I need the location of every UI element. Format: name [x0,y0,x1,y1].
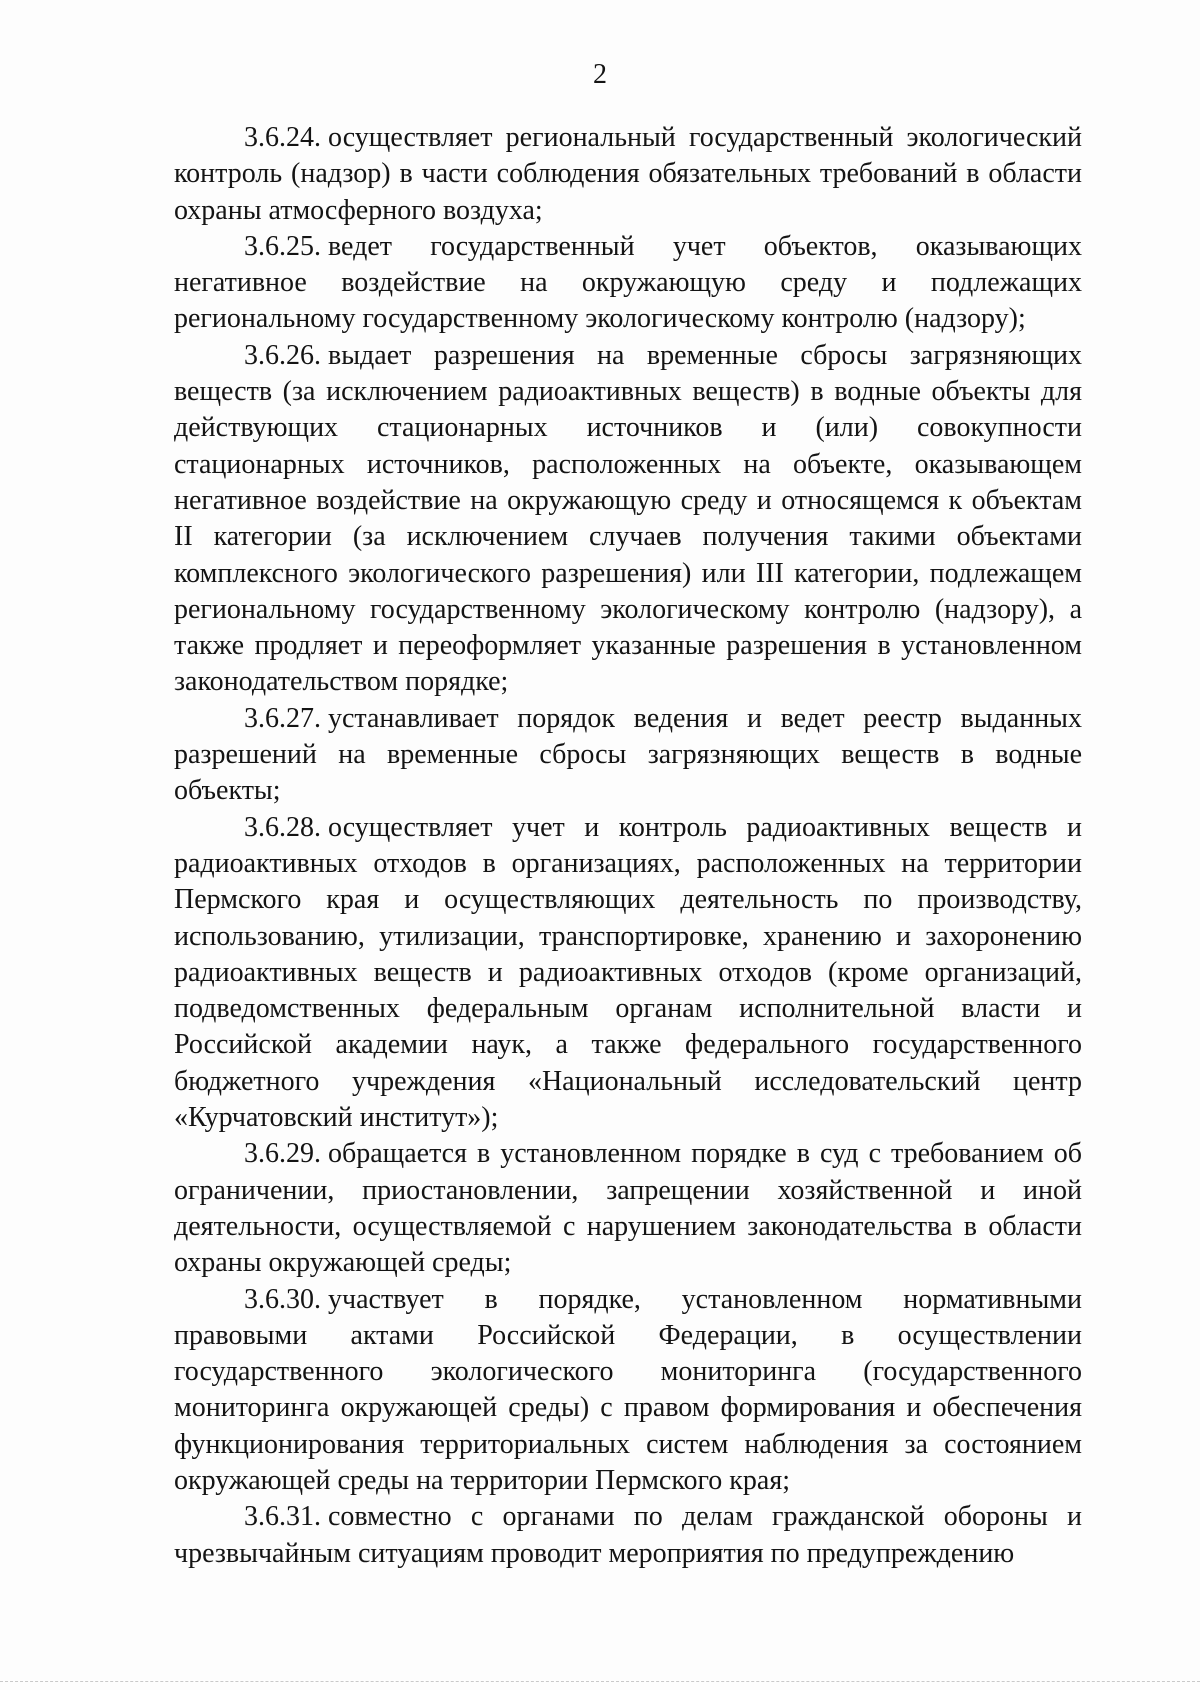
paragraph-text: осуществляет учет и контроль радиоактивных веществ и радиоактивных отходов в организациях, расположенных на территории Пермского края и осуществляющих деятельность по производству, использованию, утилизации, транспортировке, хранению и захоронению радиоактивных веществ и радиоактивных отходов (кроме организаций, подведомственных федеральным органам исполнительной власти и Российской академии наук, а также федерального государственного бюджетного учреждения «Национальный исследовательский центр «Курчатовский институт»); [174,811,1082,1134]
page-number: 2 [593,59,607,90]
paragraph-text: участвует в порядке, установленном нормативными правовыми актами Российской Федерации, в осуществлении государственного экологического мониторинга (государственного мониторинга окружающей среды) с правом формирования и обеспечения функционирования территориальных систем наблюдения за состоянием окружающей среды на территории Пермского края; [174,1283,1082,1496]
paragraph-3-6-30 [174,1282,1082,1500]
paragraph-number: 3.6.30. [244,1283,321,1315]
paragraph-number: 3.6.29. [244,1138,321,1170]
paragraph-number: 3.6.25. [244,230,321,262]
paragraph-3-6-28 [174,810,1082,1137]
paragraph-3-6-26 [174,338,1082,701]
document-body [174,120,1082,1572]
paragraph-number: 3.6.24. [244,122,321,153]
paragraph-text: обращается в установленном порядке в суд с требованием об ограничении, приостановлении, запрещении хозяйственной и иной деятельности, осуществляемой с нарушением законодательства в области охраны окружающей среды; [174,1138,1082,1279]
paragraph-number: 3.6.26. [244,339,321,371]
paragraph-3-6-24 [174,120,1082,229]
paragraph-text: устанавливает порядок ведения и ведет реестр выданных разрешений на временные сбросы загрязняющих веществ в водные объекты; [174,702,1082,807]
paragraph-3-6-25 [174,229,1082,338]
paragraph-text: совместно с органами по делам гражданской обороны и чрезвычайным ситуациям проводит мероприятия по предупреждению [174,1501,1082,1569]
paragraph-text: выдает разрешения на временные сбросы загрязняющих веществ (за исключением радиоактивных веществ) в водные объекты для действующих стационарных источников и (или) совокупности стационарных источников, расположенных на объекте, оказывающем негативное воздействие на окружающую среду и относящемся к объектам II категории (за исключением случаев получения такими объектами комплексного экологического разрешения) или III категории, подлежащем региональному государственному экологическому контролю (надзору), а также продляет и переоформляет указанные разрешения в установленном законодательством порядке; [174,339,1082,698]
scan-edge-line [0,1681,1200,1684]
paragraph-number: 3.6.27. [244,702,321,734]
paragraph-number: 3.6.31. [244,1501,321,1533]
paragraph-text: ведет государственный учет объектов, оказывающих негативное воздействие на окружающую среду и подлежащих региональному государственному экологическому контролю (надзору); [174,230,1082,335]
paragraph-3-6-27 [174,701,1082,810]
paragraph-text: осуществляет региональный государственный экологический контроль (надзор) в части соблюдения обязательных требований в области охраны атмосферного воздуха; [174,122,1082,226]
paragraph-3-6-29 [174,1136,1082,1281]
paragraph-number: 3.6.28. [244,811,321,843]
paragraph-3-6-31 [174,1499,1082,1572]
